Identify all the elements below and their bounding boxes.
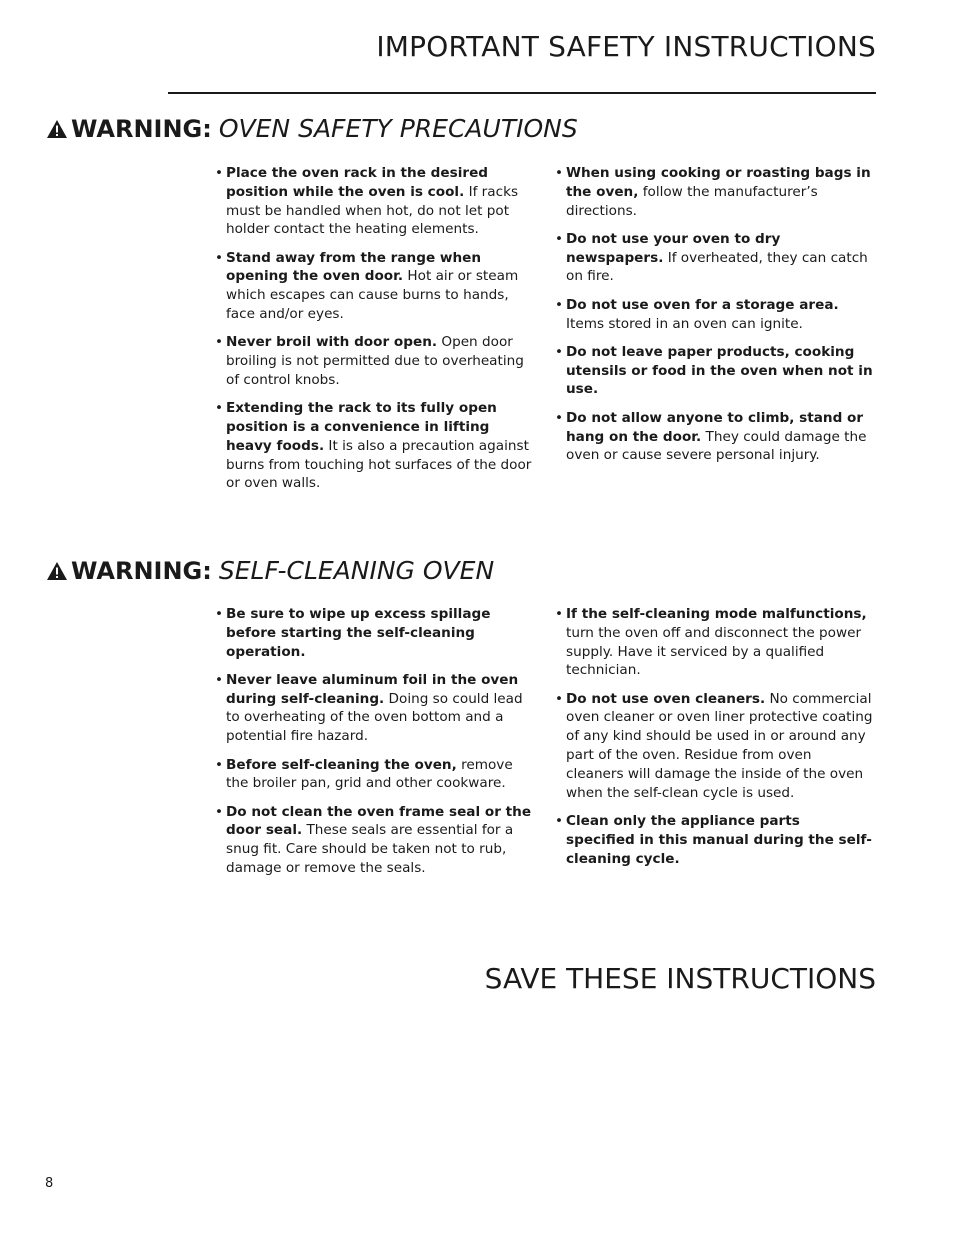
list-item: • Do not use your oven to dry newspapers. If overheated, they can catch on fire. — [555, 230, 868, 285]
oven-safety-list-left — [215, 164, 533, 503]
page-number: 8 — [45, 1176, 54, 1191]
page-title: IMPORTANT SAFETY INSTRUCTIONS — [376, 30, 876, 63]
warning-label: WARNING: — [71, 114, 212, 143]
title-divider — [168, 92, 876, 94]
list-item: • If the self-cleaning mode malfunctions, turn the oven off and disconnect the power supply. Have it serviced by a qualified technician. — [555, 606, 867, 679]
list-item: • Do not allow anyone to climb, stand or hang on the door. They could damage the oven or cause severe personal injury. — [555, 409, 867, 464]
list-item: • Clean only the appliance parts specified in this manual during the self-cleaning cycle. — [555, 812, 872, 867]
section-heading-self-cleaning — [46, 556, 494, 585]
section-subtitle: SELF-CLEANING OVEN — [218, 556, 495, 585]
list-item: • Never leave aluminum foil in the oven during self-cleaning. Doing so could lead to overheating of the oven bottom and a potential fire hazard. — [215, 671, 523, 745]
list-item: • Be sure to wipe up excess spillage before starting the self-cleaning operation. — [215, 606, 491, 660]
list-item: • Do not use oven for a storage area. Items stored in an oven can ignite. — [555, 296, 839, 332]
list-item: • Place the oven rack in the desired position while the oven is cool. If racks must be handled when hot, do not let pot holder contact the heating elements. — [215, 165, 519, 238]
list-item: • Do not clean the oven frame seal or the door seal. These seals are essential for a snug fit. Care should be taken not to rub, damage or remove the seals. — [215, 803, 532, 877]
oven-safety-list-right — [555, 164, 873, 475]
warning-triangle-icon — [46, 561, 68, 581]
section-heading-oven-safety — [46, 114, 578, 143]
list-item: • Do not leave paper products, cooking utensils or food in the oven when not in use. — [555, 343, 873, 398]
self-cleaning-list-right — [555, 605, 873, 878]
list-item: • Never broil with door open. Open door broiling is not permitted due to overheating of control knobs. — [215, 334, 524, 388]
list-item: • Before self-cleaning the oven, remove the broiler pan, grid and other cookware. — [215, 756, 513, 792]
list-item: • Extending the rack to its fully open position is a convenience in lifting heavy foods. It is also a precaution against burns from touching hot surfaces of the door or oven walls. — [215, 400, 532, 492]
save-instructions-title: SAVE THESE INSTRUCTIONS — [484, 962, 876, 995]
list-item: • Stand away from the range when opening the oven door. Hot air or steam which escapes can cause burns to hands, face and/or eyes. — [215, 249, 519, 323]
warning-label: WARNING: — [71, 556, 212, 585]
list-item: • Do not use oven cleaners. No commercial oven cleaner or oven liner protective coating of any kind should be used in or around any part of the oven. Residue from oven cleaners will damage the inside of the oven when the self-clean cycle is used. — [555, 690, 873, 801]
list-item: • When using cooking or roasting bags in the oven, follow the manufacturer’s directions. — [555, 165, 871, 219]
warning-triangle-icon — [46, 119, 68, 139]
self-cleaning-list-left — [215, 605, 533, 887]
section-subtitle: OVEN SAFETY PRECAUTIONS — [218, 114, 578, 143]
